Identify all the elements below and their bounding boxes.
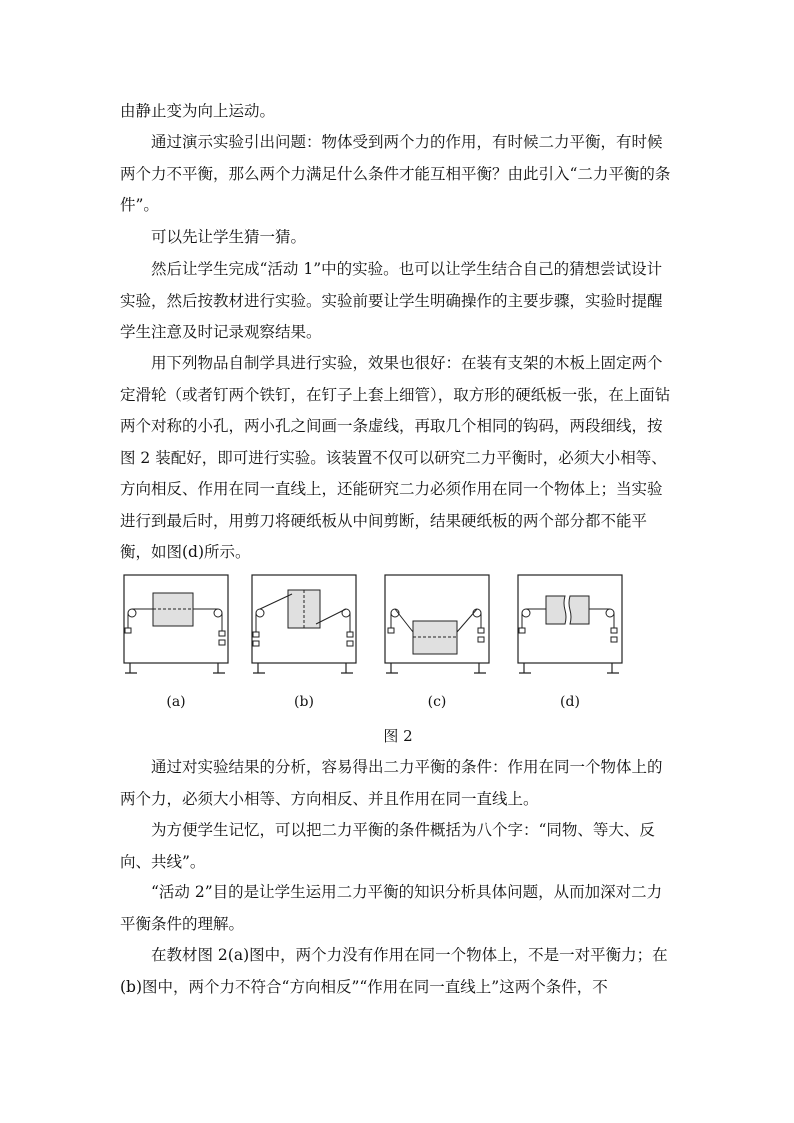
panel-label-b: (b) [294,694,314,710]
figure-panel-a [120,572,232,710]
paragraph-2: 通过演示实验引出问题：物体受到两个力的作用，有时候二力平衡，有时候两个力不平衡，那么两个力满足什么条件才能互相平衡？由此引入“二力平衡的条件”。 [120,133,671,214]
paragraph-5: 用下列物品自制学具进行实验，效果也很好：在装有支架的木板上固定两个定滑轮（或者钉两个铁钉，在钉子上套上细管），取方形的硬纸板一张，在上面钻两个对称的小孔，两小孔之间画一条虚线，再取几个相同的钩码，两段细线，按图 2 装配好，即可进行实验。该装置不仅可以研究二力平衡时，必须大小相等、方向相反、作用在同一直线上，还能研究二力必须作用在同一个物体上；当实验进行到最后时，用剪刀将硬纸板从中间剪断，结果硬纸板的两个部分都不能平衡，如图(d)所示。 [120,354,671,561]
figure-caption: 图 2 [383,727,413,745]
figure-panel-b [248,572,360,710]
paragraph-7: 为方便学生记忆，可以把二力平衡的条件概括为八个字：“同物、等大、反向、共线”。 [120,821,655,871]
figure-2 [120,572,676,720]
panel-label-c: (c) [427,694,447,710]
paragraph-8: “活动 2”目的是让学生运用二力平衡的知识分析具体问题，从而加深对二力平衡条件的理解。 [120,883,663,933]
panel-label-a: (a) [166,694,186,710]
paragraph-6: 通过对实验结果的分析，容易得出二力平衡的条件：作用在同一个物体上的两个力，必须大小相等、方向相反、并且作用在同一直线上。 [120,758,663,808]
apparatus-d-diagram [514,572,626,684]
figure-panel-c [381,572,493,710]
paragraph-1: 由静止变为向上运动。 [120,102,276,120]
paragraph-3: 可以先让学生猜一猜。 [151,228,307,246]
apparatus-b-diagram [248,572,360,684]
paragraph-4: 然后让学生完成“活动 1”中的实验。也可以让学生结合自己的猜想尝试设计实验，然后按教材进行实验。实验前要让学生明确操作的主要步骤，实验时提醒学生注意及时记录观察结果。 [120,260,663,341]
panel-label-d: (d) [560,694,580,710]
apparatus-c-diagram [381,572,493,684]
figure-panel-d [514,572,626,710]
apparatus-a-diagram [120,572,232,684]
paragraph-9: 在教材图 2(a)图中，两个力没有作用在同一个物体上，不是一对平衡力；在(b)图中，两个力不符合“方向相反”“作用在同一直线上”这两个条件，不 [120,946,668,996]
